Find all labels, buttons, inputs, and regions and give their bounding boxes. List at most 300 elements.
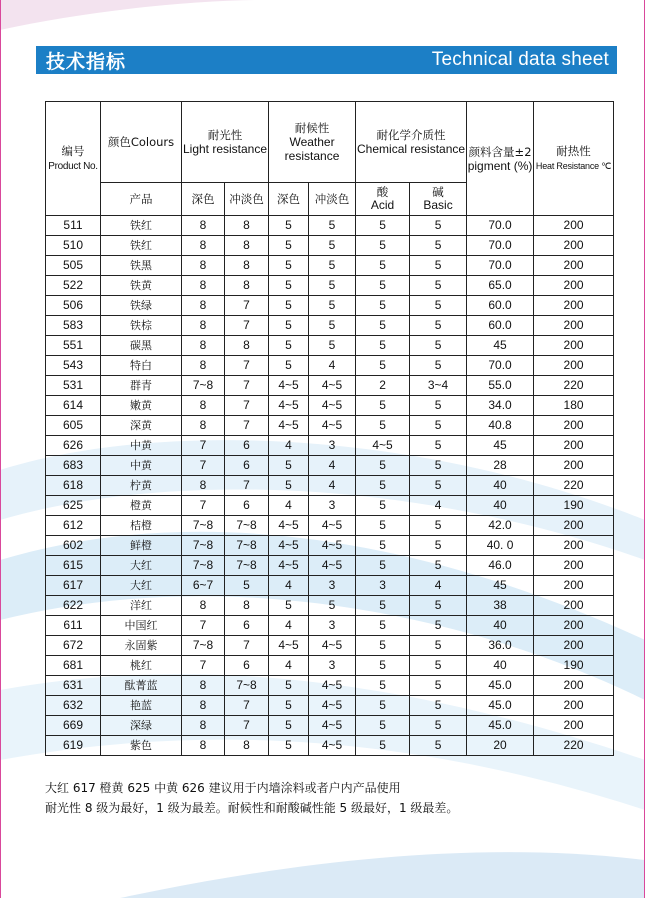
cell-pigment: 34.0 xyxy=(467,396,534,416)
table-row xyxy=(46,736,614,756)
cell-basic: 5 xyxy=(410,676,467,696)
cell-product-no: 505 xyxy=(46,256,101,276)
cell-weather-tint: 5 xyxy=(309,256,356,276)
cell-weather-tint: 5 xyxy=(309,336,356,356)
table-row xyxy=(46,456,614,476)
cell-weather-deep: 5 xyxy=(269,476,309,496)
cell-heat: 200 xyxy=(534,356,614,376)
cell-pigment: 46.0 xyxy=(467,556,534,576)
header-chemical-resistance: 耐化学介质性 Chemical resistance xyxy=(356,102,467,183)
table-row xyxy=(46,416,614,436)
table-row xyxy=(46,356,614,376)
cell-heat: 220 xyxy=(534,736,614,756)
cell-basic: 4 xyxy=(410,576,467,596)
cell-pigment: 40. 0 xyxy=(467,536,534,556)
cell-pigment: 28 xyxy=(467,456,534,476)
cell-acid: 5 xyxy=(356,236,410,256)
cell-light-deep: 8 xyxy=(182,276,225,296)
cell-product-no: 626 xyxy=(46,436,101,456)
header-product-no: 编号 Product No. xyxy=(46,102,101,216)
cell-light-deep: 8 xyxy=(182,336,225,356)
cell-light-tint: 5 xyxy=(225,576,269,596)
cell-light-deep: 7 xyxy=(182,436,225,456)
cell-light-deep: 7~8 xyxy=(182,536,225,556)
cell-product-no: 622 xyxy=(46,596,101,616)
cell-heat: 200 xyxy=(534,256,614,276)
cell-acid: 5 xyxy=(356,656,410,676)
cell-weather-tint: 4~5 xyxy=(309,676,356,696)
cell-heat: 190 xyxy=(534,656,614,676)
cell-light-deep: 7~8 xyxy=(182,556,225,576)
cell-weather-tint: 4~5 xyxy=(309,536,356,556)
cell-product-name: 铁红 xyxy=(101,216,182,236)
table-row xyxy=(46,576,614,596)
cell-product-name: 紫色 xyxy=(101,736,182,756)
cell-product-no: 615 xyxy=(46,556,101,576)
table-row xyxy=(46,316,614,336)
cell-basic: 5 xyxy=(410,536,467,556)
cell-product-name: 鲜橙 xyxy=(101,536,182,556)
header-weather-resistance: 耐候性 Weather resistance xyxy=(269,102,356,183)
cell-weather-tint: 5 xyxy=(309,276,356,296)
cell-weather-deep: 5 xyxy=(269,256,309,276)
cell-product-no: 631 xyxy=(46,676,101,696)
cell-product-no: 611 xyxy=(46,616,101,636)
cell-light-tint: 6 xyxy=(225,456,269,476)
cell-product-no: 612 xyxy=(46,516,101,536)
cell-weather-tint: 4 xyxy=(309,476,356,496)
cell-basic: 5 xyxy=(410,296,467,316)
cell-weather-deep: 5 xyxy=(269,276,309,296)
cell-weather-tint: 5 xyxy=(309,236,356,256)
cell-basic: 5 xyxy=(410,316,467,336)
cell-product-name: 大红 xyxy=(101,556,182,576)
cell-light-tint: 7~8 xyxy=(225,556,269,576)
cell-light-tint: 7 xyxy=(225,716,269,736)
cell-light-deep: 8 xyxy=(182,316,225,336)
cell-acid: 5 xyxy=(356,276,410,296)
cell-weather-deep: 5 xyxy=(269,336,309,356)
cell-acid: 3 xyxy=(356,576,410,596)
cell-light-deep: 8 xyxy=(182,716,225,736)
cell-pigment: 70.0 xyxy=(467,236,534,256)
cell-basic: 5 xyxy=(410,596,467,616)
cell-pigment: 45 xyxy=(467,576,534,596)
cell-light-deep: 7~8 xyxy=(182,636,225,656)
cell-heat: 200 xyxy=(534,276,614,296)
cell-product-name: 铁黑 xyxy=(101,256,182,276)
note-line-1: 大红 617 橙黄 625 中黄 626 建议用于内墙涂料或者户内产品使用 xyxy=(45,781,401,795)
cell-heat: 200 xyxy=(534,236,614,256)
cell-pigment: 38 xyxy=(467,596,534,616)
cell-basic: 5 xyxy=(410,416,467,436)
cell-light-deep: 7~8 xyxy=(182,516,225,536)
cell-weather-tint: 5 xyxy=(309,296,356,316)
cell-basic: 5 xyxy=(410,616,467,636)
cell-weather-deep: 4~5 xyxy=(269,376,309,396)
cell-weather-tint: 3 xyxy=(309,616,356,636)
cell-product-no: 583 xyxy=(46,316,101,336)
cell-weather-deep: 4 xyxy=(269,576,309,596)
cell-weather-deep: 5 xyxy=(269,296,309,316)
cell-heat: 200 xyxy=(534,456,614,476)
cell-light-tint: 8 xyxy=(225,236,269,256)
cell-heat: 200 xyxy=(534,336,614,356)
cell-product-no: 669 xyxy=(46,716,101,736)
cell-weather-deep: 5 xyxy=(269,216,309,236)
cell-heat: 220 xyxy=(534,476,614,496)
cell-light-tint: 7~8 xyxy=(225,676,269,696)
cell-acid: 5 xyxy=(356,476,410,496)
cell-pigment: 45.0 xyxy=(467,696,534,716)
cell-basic: 5 xyxy=(410,516,467,536)
cell-product-no: 625 xyxy=(46,496,101,516)
cell-product-name: 中国红 xyxy=(101,616,182,636)
table-row xyxy=(46,716,614,736)
cell-product-name: 柠黄 xyxy=(101,476,182,496)
header-weather-tint: 冲淡色 xyxy=(309,183,356,216)
cell-pigment: 45.0 xyxy=(467,676,534,696)
table-row xyxy=(46,236,614,256)
cell-weather-tint: 4~5 xyxy=(309,516,356,536)
cell-product-name: 特白 xyxy=(101,356,182,376)
cell-product-no: 632 xyxy=(46,696,101,716)
cell-heat: 180 xyxy=(534,396,614,416)
cell-pigment: 65.0 xyxy=(467,276,534,296)
cell-weather-tint: 5 xyxy=(309,596,356,616)
cell-heat: 200 xyxy=(534,536,614,556)
cell-product-no: 683 xyxy=(46,456,101,476)
table-row xyxy=(46,656,614,676)
table-row xyxy=(46,296,614,316)
header-colours: 颜色Colours xyxy=(101,102,182,183)
cell-light-deep: 8 xyxy=(182,736,225,756)
header-pigment-content: 颜料含量±2 pigment (%) xyxy=(467,102,534,216)
cell-heat: 200 xyxy=(534,416,614,436)
cell-product-name: 永固紫 xyxy=(101,636,182,656)
cell-acid: 5 xyxy=(356,676,410,696)
cell-pigment: 42.0 xyxy=(467,516,534,536)
cell-acid: 5 xyxy=(356,316,410,336)
technical-data-table xyxy=(45,101,614,756)
header-basic: 碱 Basic xyxy=(410,183,467,216)
cell-light-tint: 7 xyxy=(225,356,269,376)
cell-light-deep: 7 xyxy=(182,496,225,516)
cell-heat: 200 xyxy=(534,516,614,536)
cell-light-tint: 7 xyxy=(225,376,269,396)
cell-heat: 200 xyxy=(534,696,614,716)
cell-acid: 5 xyxy=(356,736,410,756)
cell-pigment: 40.8 xyxy=(467,416,534,436)
cell-weather-tint: 4~5 xyxy=(309,736,356,756)
cell-weather-deep: 4~5 xyxy=(269,416,309,436)
cell-heat: 200 xyxy=(534,636,614,656)
cell-acid: 5 xyxy=(356,696,410,716)
table-row xyxy=(46,616,614,636)
cell-light-deep: 8 xyxy=(182,476,225,496)
cell-light-tint: 6 xyxy=(225,616,269,636)
table-row xyxy=(46,276,614,296)
cell-weather-deep: 5 xyxy=(269,356,309,376)
cell-pigment: 55.0 xyxy=(467,376,534,396)
table-row xyxy=(46,556,614,576)
cell-product-no: 618 xyxy=(46,476,101,496)
cell-basic: 3~4 xyxy=(410,376,467,396)
cell-weather-tint: 4~5 xyxy=(309,556,356,576)
table-body xyxy=(46,216,614,756)
cell-weather-tint: 3 xyxy=(309,436,356,456)
cell-pigment: 40 xyxy=(467,656,534,676)
cell-product-no: 602 xyxy=(46,536,101,556)
cell-product-no: 551 xyxy=(46,336,101,356)
cell-weather-deep: 5 xyxy=(269,676,309,696)
cell-light-deep: 7 xyxy=(182,616,225,636)
cell-product-no: 531 xyxy=(46,376,101,396)
cell-heat: 200 xyxy=(534,576,614,596)
cell-pigment: 70.0 xyxy=(467,216,534,236)
cell-heat: 200 xyxy=(534,616,614,636)
cell-basic: 4 xyxy=(410,496,467,516)
cell-basic: 5 xyxy=(410,236,467,256)
cell-product-no: 506 xyxy=(46,296,101,316)
cell-weather-tint: 4 xyxy=(309,456,356,476)
cell-weather-deep: 4 xyxy=(269,436,309,456)
cell-weather-tint: 4~5 xyxy=(309,696,356,716)
cell-weather-tint: 4~5 xyxy=(309,416,356,436)
cell-basic: 5 xyxy=(410,716,467,736)
cell-basic: 5 xyxy=(410,336,467,356)
cell-basic: 5 xyxy=(410,256,467,276)
cell-weather-tint: 5 xyxy=(309,216,356,236)
cell-light-deep: 8 xyxy=(182,256,225,276)
cell-basic: 5 xyxy=(410,636,467,656)
cell-product-no: 617 xyxy=(46,576,101,596)
cell-light-tint: 7 xyxy=(225,636,269,656)
cell-weather-tint: 4~5 xyxy=(309,396,356,416)
cell-pigment: 20 xyxy=(467,736,534,756)
cell-light-tint: 7~8 xyxy=(225,516,269,536)
cell-pigment: 45 xyxy=(467,336,534,356)
cell-weather-tint: 4~5 xyxy=(309,376,356,396)
cell-light-tint: 7~8 xyxy=(225,536,269,556)
cell-weather-deep: 5 xyxy=(269,716,309,736)
cell-heat: 200 xyxy=(534,296,614,316)
cell-light-tint: 7 xyxy=(225,476,269,496)
cell-weather-deep: 4 xyxy=(269,496,309,516)
cell-product-no: 614 xyxy=(46,396,101,416)
table-row xyxy=(46,636,614,656)
cell-weather-tint: 3 xyxy=(309,496,356,516)
data-table-wrapper xyxy=(45,101,614,756)
cell-weather-deep: 4 xyxy=(269,656,309,676)
cell-product-name: 桔橙 xyxy=(101,516,182,536)
cell-light-deep: 8 xyxy=(182,216,225,236)
cell-weather-tint: 4~5 xyxy=(309,716,356,736)
cell-heat: 200 xyxy=(534,556,614,576)
header-title-en: Technical data sheet xyxy=(431,49,609,70)
cell-weather-deep: 5 xyxy=(269,596,309,616)
cell-product-name: 铁黄 xyxy=(101,276,182,296)
cell-product-name: 桃红 xyxy=(101,656,182,676)
table-row xyxy=(46,256,614,276)
cell-basic: 5 xyxy=(410,436,467,456)
header-bar xyxy=(36,46,617,74)
cell-pigment: 45.0 xyxy=(467,716,534,736)
cell-heat: 190 xyxy=(534,496,614,516)
cell-heat: 200 xyxy=(534,596,614,616)
cell-basic: 5 xyxy=(410,736,467,756)
cell-product-no: 543 xyxy=(46,356,101,376)
cell-acid: 5 xyxy=(356,296,410,316)
cell-acid: 5 xyxy=(356,536,410,556)
cell-weather-tint: 5 xyxy=(309,316,356,336)
cell-light-tint: 8 xyxy=(225,216,269,236)
cell-pigment: 45 xyxy=(467,436,534,456)
cell-heat: 200 xyxy=(534,316,614,336)
cell-pigment: 70.0 xyxy=(467,356,534,376)
cell-product-no: 681 xyxy=(46,656,101,676)
cell-heat: 200 xyxy=(534,436,614,456)
cell-acid: 5 xyxy=(356,596,410,616)
cell-light-deep: 8 xyxy=(182,396,225,416)
cell-pigment: 60.0 xyxy=(467,296,534,316)
cell-product-name: 铁红 xyxy=(101,236,182,256)
cell-light-deep: 8 xyxy=(182,236,225,256)
table-row xyxy=(46,216,614,236)
table-row xyxy=(46,496,614,516)
cell-weather-deep: 4~5 xyxy=(269,556,309,576)
cell-heat: 200 xyxy=(534,676,614,696)
cell-product-name: 大红 xyxy=(101,576,182,596)
cell-pigment: 70.0 xyxy=(467,256,534,276)
cell-acid: 5 xyxy=(356,636,410,656)
cell-light-deep: 7 xyxy=(182,656,225,676)
cell-acid: 5 xyxy=(356,616,410,636)
cell-light-deep: 7~8 xyxy=(182,376,225,396)
cell-weather-deep: 4~5 xyxy=(269,516,309,536)
cell-light-tint: 8 xyxy=(225,736,269,756)
cell-product-no: 510 xyxy=(46,236,101,256)
cell-product-no: 619 xyxy=(46,736,101,756)
table-row xyxy=(46,436,614,456)
notes xyxy=(45,778,625,818)
header-acid: 酸 Acid xyxy=(356,183,410,216)
header-light-deep: 深色 xyxy=(182,183,225,216)
cell-product-name: 嫩黄 xyxy=(101,396,182,416)
cell-light-tint: 6 xyxy=(225,656,269,676)
cell-weather-deep: 4~5 xyxy=(269,396,309,416)
cell-weather-tint: 3 xyxy=(309,576,356,596)
cell-basic: 5 xyxy=(410,216,467,236)
table-row xyxy=(46,336,614,356)
cell-light-tint: 6 xyxy=(225,496,269,516)
table-row xyxy=(46,476,614,496)
cell-light-tint: 7 xyxy=(225,416,269,436)
cell-acid: 5 xyxy=(356,356,410,376)
cell-light-tint: 7 xyxy=(225,396,269,416)
cell-product-no: 672 xyxy=(46,636,101,656)
cell-basic: 5 xyxy=(410,556,467,576)
cell-acid: 5 xyxy=(356,496,410,516)
cell-product-no: 522 xyxy=(46,276,101,296)
cell-light-tint: 8 xyxy=(225,256,269,276)
table-row xyxy=(46,536,614,556)
cell-basic: 5 xyxy=(410,476,467,496)
cell-light-deep: 7 xyxy=(182,456,225,476)
cell-weather-tint: 3 xyxy=(309,656,356,676)
cell-light-deep: 8 xyxy=(182,696,225,716)
cell-product-name: 洋红 xyxy=(101,596,182,616)
cell-heat: 200 xyxy=(534,716,614,736)
cell-acid: 5 xyxy=(356,396,410,416)
cell-acid: 5 xyxy=(356,716,410,736)
cell-product-name: 深黄 xyxy=(101,416,182,436)
cell-pigment: 60.0 xyxy=(467,316,534,336)
cell-acid: 5 xyxy=(356,416,410,436)
cell-light-tint: 8 xyxy=(225,276,269,296)
cell-product-name: 中黄 xyxy=(101,436,182,456)
cell-pigment: 36.0 xyxy=(467,636,534,656)
header-heat-resistance: 耐热性 Heat Resistance ℃ xyxy=(534,102,614,216)
cell-weather-deep: 5 xyxy=(269,696,309,716)
cell-basic: 5 xyxy=(410,356,467,376)
cell-light-deep: 8 xyxy=(182,596,225,616)
cell-light-tint: 8 xyxy=(225,336,269,356)
cell-heat: 220 xyxy=(534,376,614,396)
cell-light-deep: 6~7 xyxy=(182,576,225,596)
cell-light-deep: 8 xyxy=(182,296,225,316)
cell-light-tint: 7 xyxy=(225,316,269,336)
table-row xyxy=(46,516,614,536)
cell-weather-deep: 5 xyxy=(269,736,309,756)
cell-product-name: 深绿 xyxy=(101,716,182,736)
cell-product-name: 中黄 xyxy=(101,456,182,476)
cell-light-tint: 6 xyxy=(225,436,269,456)
cell-pigment: 40 xyxy=(467,616,534,636)
cell-pigment: 40 xyxy=(467,476,534,496)
table-row xyxy=(46,676,614,696)
cell-acid: 4~5 xyxy=(356,436,410,456)
cell-acid: 5 xyxy=(356,336,410,356)
cell-light-tint: 7 xyxy=(225,696,269,716)
cell-heat: 200 xyxy=(534,216,614,236)
cell-product-name: 铁绿 xyxy=(101,296,182,316)
cell-basic: 5 xyxy=(410,656,467,676)
cell-acid: 5 xyxy=(356,516,410,536)
header-title-cn: 技术指标 xyxy=(46,50,127,73)
cell-acid: 5 xyxy=(356,216,410,236)
cell-weather-tint: 4~5 xyxy=(309,636,356,656)
cell-product-name: 碳黑 xyxy=(101,336,182,356)
cell-product-no: 511 xyxy=(46,216,101,236)
cell-acid: 5 xyxy=(356,456,410,476)
cell-basic: 5 xyxy=(410,396,467,416)
cell-weather-tint: 4 xyxy=(309,356,356,376)
header-light-tint: 冲淡色 xyxy=(225,183,269,216)
cell-light-deep: 8 xyxy=(182,416,225,436)
cell-pigment: 40 xyxy=(467,496,534,516)
header-light-resistance: 耐光性 Light resistance xyxy=(182,102,269,183)
cell-light-deep: 8 xyxy=(182,676,225,696)
cell-product-name: 酞菁蓝 xyxy=(101,676,182,696)
header-product: 产品 xyxy=(101,183,182,216)
header-weather-deep: 深色 xyxy=(269,183,309,216)
cell-product-name: 艳蓝 xyxy=(101,696,182,716)
cell-product-name: 铁棕 xyxy=(101,316,182,336)
cell-acid: 5 xyxy=(356,556,410,576)
cell-light-deep: 8 xyxy=(182,356,225,376)
cell-product-name: 橙黄 xyxy=(101,496,182,516)
